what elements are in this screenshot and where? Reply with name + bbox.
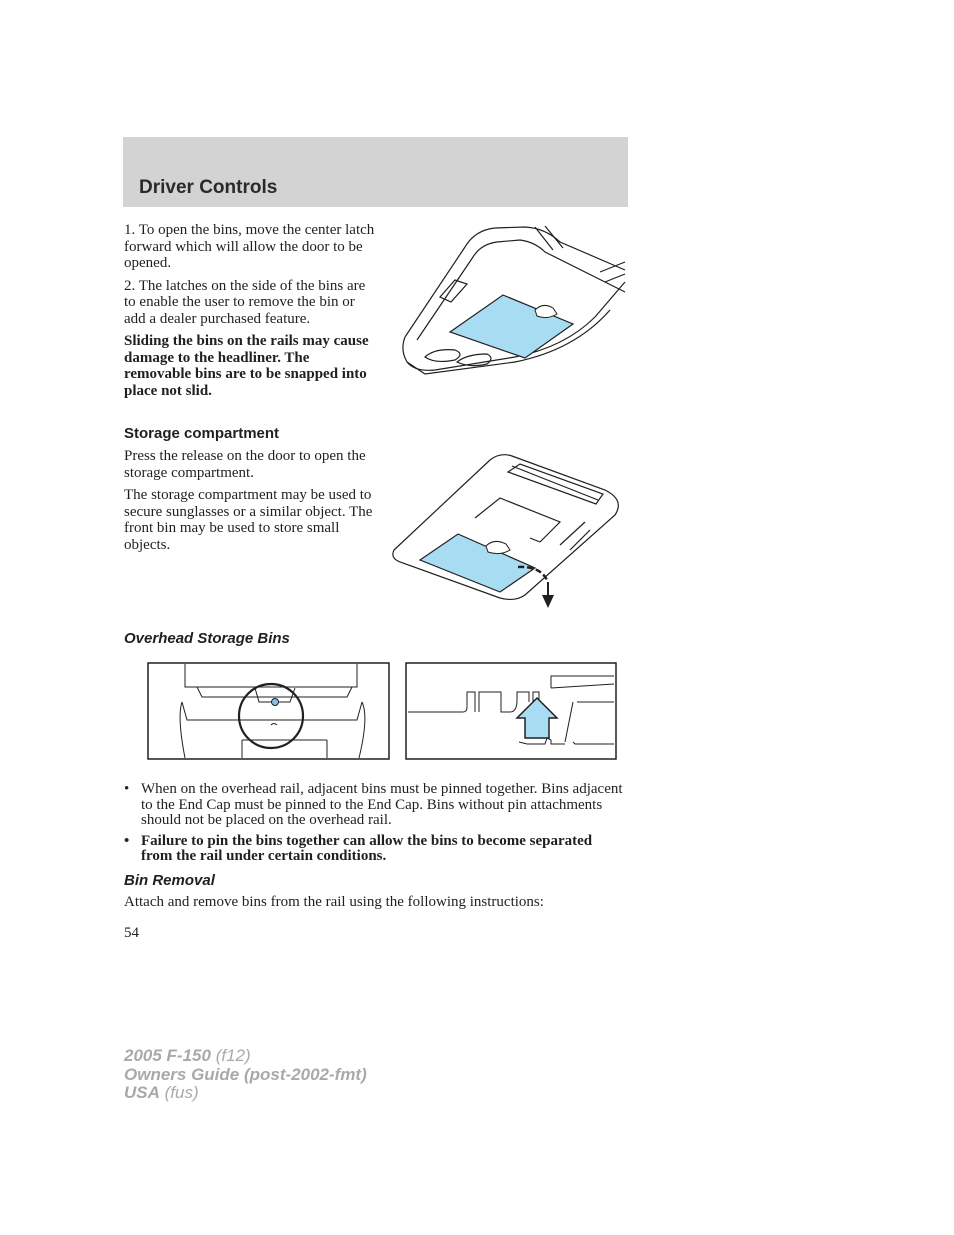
- bullet-item: [124, 834, 624, 865]
- storage-para-2: The storage compartment may be used to secure sunglasses or a similar object. The front bin may be used to store small objects.: [124, 487, 373, 553]
- footer-line-1: [124, 1047, 367, 1066]
- footer-line-3: [124, 1084, 367, 1103]
- footer-model-code: (f12): [215, 1046, 251, 1065]
- step-1-text: 1. To open the bins, move the center latch forward which will allow the door to be opened.: [124, 222, 375, 271]
- rail-pin-illustration: [405, 662, 617, 760]
- overhead-console-illustration: [395, 222, 630, 392]
- intro-text: [124, 222, 376, 399]
- warning-text: Sliding the bins on the rails may cause damage to the headliner. The removable bins are to be snapped into place not slid.: [124, 333, 369, 399]
- step-2-text: 2. The latches on the side of the bins are to enable the user to remove the bin or add a dealer purchased feature.: [124, 277, 366, 327]
- bin-pin-illustration: [147, 662, 390, 760]
- page-number: 54: [124, 925, 139, 941]
- bin-removal-text: Attach and remove bins from the rail using the following instructions:: [124, 894, 544, 910]
- storage-compartment-illustration: [390, 450, 630, 615]
- bullet-dot: •: [124, 832, 130, 849]
- storage-text: [124, 448, 376, 553]
- storage-para-1: Press the release on the door to open the storage compartment.: [124, 448, 366, 481]
- bullet-item: [124, 782, 624, 829]
- storage-compartment-heading: Storage compartment: [124, 425, 280, 442]
- section-title: Driver Controls: [139, 177, 278, 198]
- document-footer: [124, 1047, 367, 1103]
- bin-removal-heading: Bin Removal: [124, 872, 215, 889]
- footer-market-code: (fus): [164, 1083, 199, 1102]
- footer-line-2: Owners Guide (post-2002-fmt): [124, 1064, 367, 1084]
- overhead-bins-heading: Overhead Storage Bins: [124, 630, 290, 647]
- section-header-band: [123, 137, 628, 207]
- bullet-dot: •: [124, 781, 130, 797]
- bullet-text: Failure to pin the bins together can allow the bins to become separated from the rail under certain conditions.: [141, 832, 593, 864]
- bullet-text: When on the overhead rail, adjacent bins must be pinned together. Bins adjacent to the End Cap must be pinned to the End Cap. Bins without pin attachments should not be placed on the overhead rail.: [141, 781, 623, 828]
- footer-model: 2005 F-150: [124, 1046, 211, 1065]
- overhead-bins-bullet-list: [124, 782, 624, 870]
- footer-market: USA: [124, 1083, 160, 1102]
